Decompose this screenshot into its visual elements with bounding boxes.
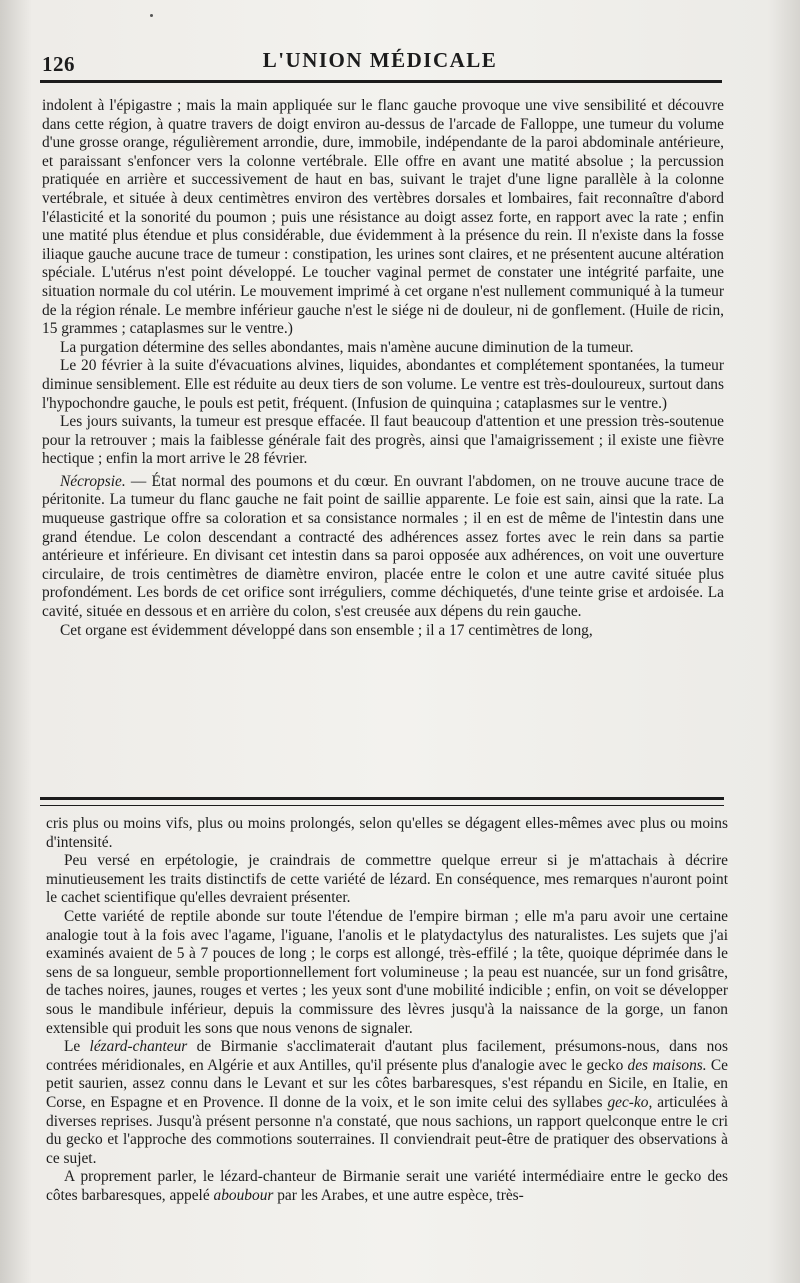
- article-paragraph-6: Cet organe est évidemment développé dans son ensemble ; il a 17 centimètres de long,: [60, 621, 593, 639]
- necropsie-text: — État normal des poumons et du cœur. En ouvrant l'abdomen, on ne trouve aucune trace de péritonite. La tumeur du flanc gauche ne fait point de saillie apparente. Le foie est sain, ainsi que la rate. La muqueuse gastrique offre sa coloration et sa consistance normales ; il en est de même de l'intestin dans une grand étendue. Le colon descendant a contracté des adhérences assez fortes avec le rein dans sa partie antérieure et inférieure. En divisant cet intestin dans sa paroi opposée aux adhérences, on voit une ouverture circulaire, de trois centimètres de diamètre environ, placée entre le colon et une autre cavité située plus profondément. Les bords de cet orifice sont irréguliers, comme déchiquetés, d'une teinte grise et ardoisée. La cavité, située en dessous et en arrière du colon, s'est creusée aux dépens du rein gauche.: [42, 472, 724, 621]
- feuilleton-paragraph-4: [46, 1038, 728, 1168]
- print-speck: [150, 14, 153, 17]
- feuilleton-italic: gec-ko,: [607, 1093, 653, 1111]
- necropsie-label: Nécropsie.: [60, 472, 126, 490]
- feuilleton-italic: lézard-chanteur: [89, 1038, 188, 1056]
- article-paragraph-necropsie: [42, 473, 724, 622]
- article-paragraph-4: Les jours suivants, la tumeur est presque effacée. Il faut beaucoup d'attention et une pression très-soutenue pour la retrouver ; mais la faiblesse générale fait des progrès, ainsi que l'amaigrissement ; il existe une fièvre hectique ; enfin la mort arrive le 28 février.: [42, 413, 724, 468]
- article-paragraph-2: La purgation détermine des selles abondantes, mais n'amène aucune diminution de la tumeur.: [60, 338, 634, 356]
- article-paragraph-3: Le 20 février à la suite d'évacuations alvines, liquides, abondantes et complétement spontanées, la tumeur diminue sensiblement. Elle est réduite au deux tiers de son volume. Le ventre est très-douloureux, surtout dans l'hypochondre gauche, le pouls est petit, fréquent. (Infusion de quinquina ; cataplasmes sur le ventre.): [42, 357, 724, 412]
- article-paragraph-1: indolent à l'épigastre ; mais la main appliquée sur le flanc gauche provoque une vive sensibilité et découvre dans cette région, à quatre travers de doigt environ au-dessus de l'arcade de Falloppe, une tumeur du volume d'une grosse orange, régulièrement arrondie, dure, immobile, indépendante de la paroi abdominale antérieure, et paraissant s'enfoncer vers la colonne vertébrale. Elle offre en avant une matité absolue ; la percussion pratiquée en arrière et successivement de haut en bas, suivant le trajet d'une ligne parallèle à la colonne vertébrale, et située à deux centimètres environ des vertèbres dorsales et lombaires, fait reconnaître d'abord l'élasticité et la sonorité du poumon ; puis une résistance au doigt assez forte, en rapport avec la rate ; enfin une matité plus étendue et plus considérable, due évidemment à la présence du rein. Il n'existe dans la fosse iliaque gauche aucune trace de tumeur : constipation, les urines sont claires, et ne présentent aucune altération spéciale. L'utérus n'est point développé. Le toucher vaginal permet de constater une intégrité parfaite, une situation normale du col utérin. Le mouvement imprimé à cet organe n'est nullement communiqué à la tumeur de la région rénale. Le membre inférieur gauche n'est le siége ni de douleur, ni de gonflement. (Huile de ricin, 15 grammes ; cataplasmes sur le ventre.): [42, 97, 724, 338]
- feuilleton-body: [46, 815, 728, 1205]
- feuilleton-paragraph-2: Peu versé en erpétologie, je craindrais de commettre quelque erreur si je m'attachais à décrire minutieusement les traits distinctifs de cette variété de lézard. En conséquence, mes remarques n'auront point le cachet scientifique qu'elles devraient présenter.: [46, 852, 728, 907]
- feuilleton-text: de Birmanie s'acclimaterait d'autant plus facilement, présumons-nous, dans nos contrées méridionales, en Algérie et aux Antilles, qu'il présente plus d'analogie avec le gecko: [46, 1038, 728, 1074]
- page-header: [40, 44, 720, 76]
- journal-title: L'UNION MÉDICALE: [262, 48, 498, 72]
- feuilleton-text: Ce petit saurien, assez connu dans le Levant et sur les côtes barbaresques, s'est répandu en Sicile, en Italie, en Corse, en Espagne et en Provence. Il donne de la voix, et le son imite celui des syllabes: [46, 1056, 728, 1111]
- feuilleton-paragraph-5: [46, 1168, 728, 1205]
- feuilleton-text: par les Arabes, et une autre espèce, très-: [273, 1186, 524, 1204]
- feuilleton-text: Le: [64, 1038, 90, 1056]
- feuilleton-italic: aboubour: [213, 1186, 274, 1204]
- feuilleton-italic: des maisons.: [627, 1056, 707, 1074]
- feuilleton-text: A proprement parler, le lézard-chanteur de Birmanie serait une variété intermédiaire entre le gecko des côtes barbaresques, appelé: [46, 1168, 728, 1204]
- feuilleton-paragraph-1: cris plus ou moins vifs, plus ou moins prolongés, selon qu'elles se dégagent elles-mêmes avec plus ou moins d'intensité.: [46, 815, 728, 851]
- feuilleton-text: articulées à diverses reprises. Jusqu'à présent personne n'a constaté, que nous sachions, un rapport quelconque entre le cri du gecko et l'approche des commotions souterraines. Il conviendrait peut-être de pratiquer des observations à ce sujet.: [46, 1093, 728, 1167]
- page-number: 126: [42, 52, 75, 76]
- feuilleton-paragraph-3: Cette variété de reptile abonde sur toute l'étendue de l'empire birman ; elle m'a paru avoir une certaine analogie tout à la fois avec l'agame, l'iguane, l'anolis et le platydactylus des naturalistes. Les sujets que j'ai examinés avaient de 5 à 7 pouces de long ; le corps est allongé, très-effilé ; la tête, quoique déprimée dans le sens de sa longueur, semble proportionnellement fort volumineuse ; la peau est nuancée, sur un fond grisâtre, de taches noires, jaunes, rouges et vertes ; les yeux sont d'une mobilité indicible ; enfin, on voit se développer sous le mandibule inférieur, depuis la commissure des lèvres jusqu'à la naissance de la gorge, un fanon extensible qui produit les sons que nous venons de signaler.: [46, 907, 728, 1037]
- feuilleton-separator: [40, 797, 724, 806]
- header-rule: [40, 80, 722, 83]
- article-body: [42, 97, 724, 640]
